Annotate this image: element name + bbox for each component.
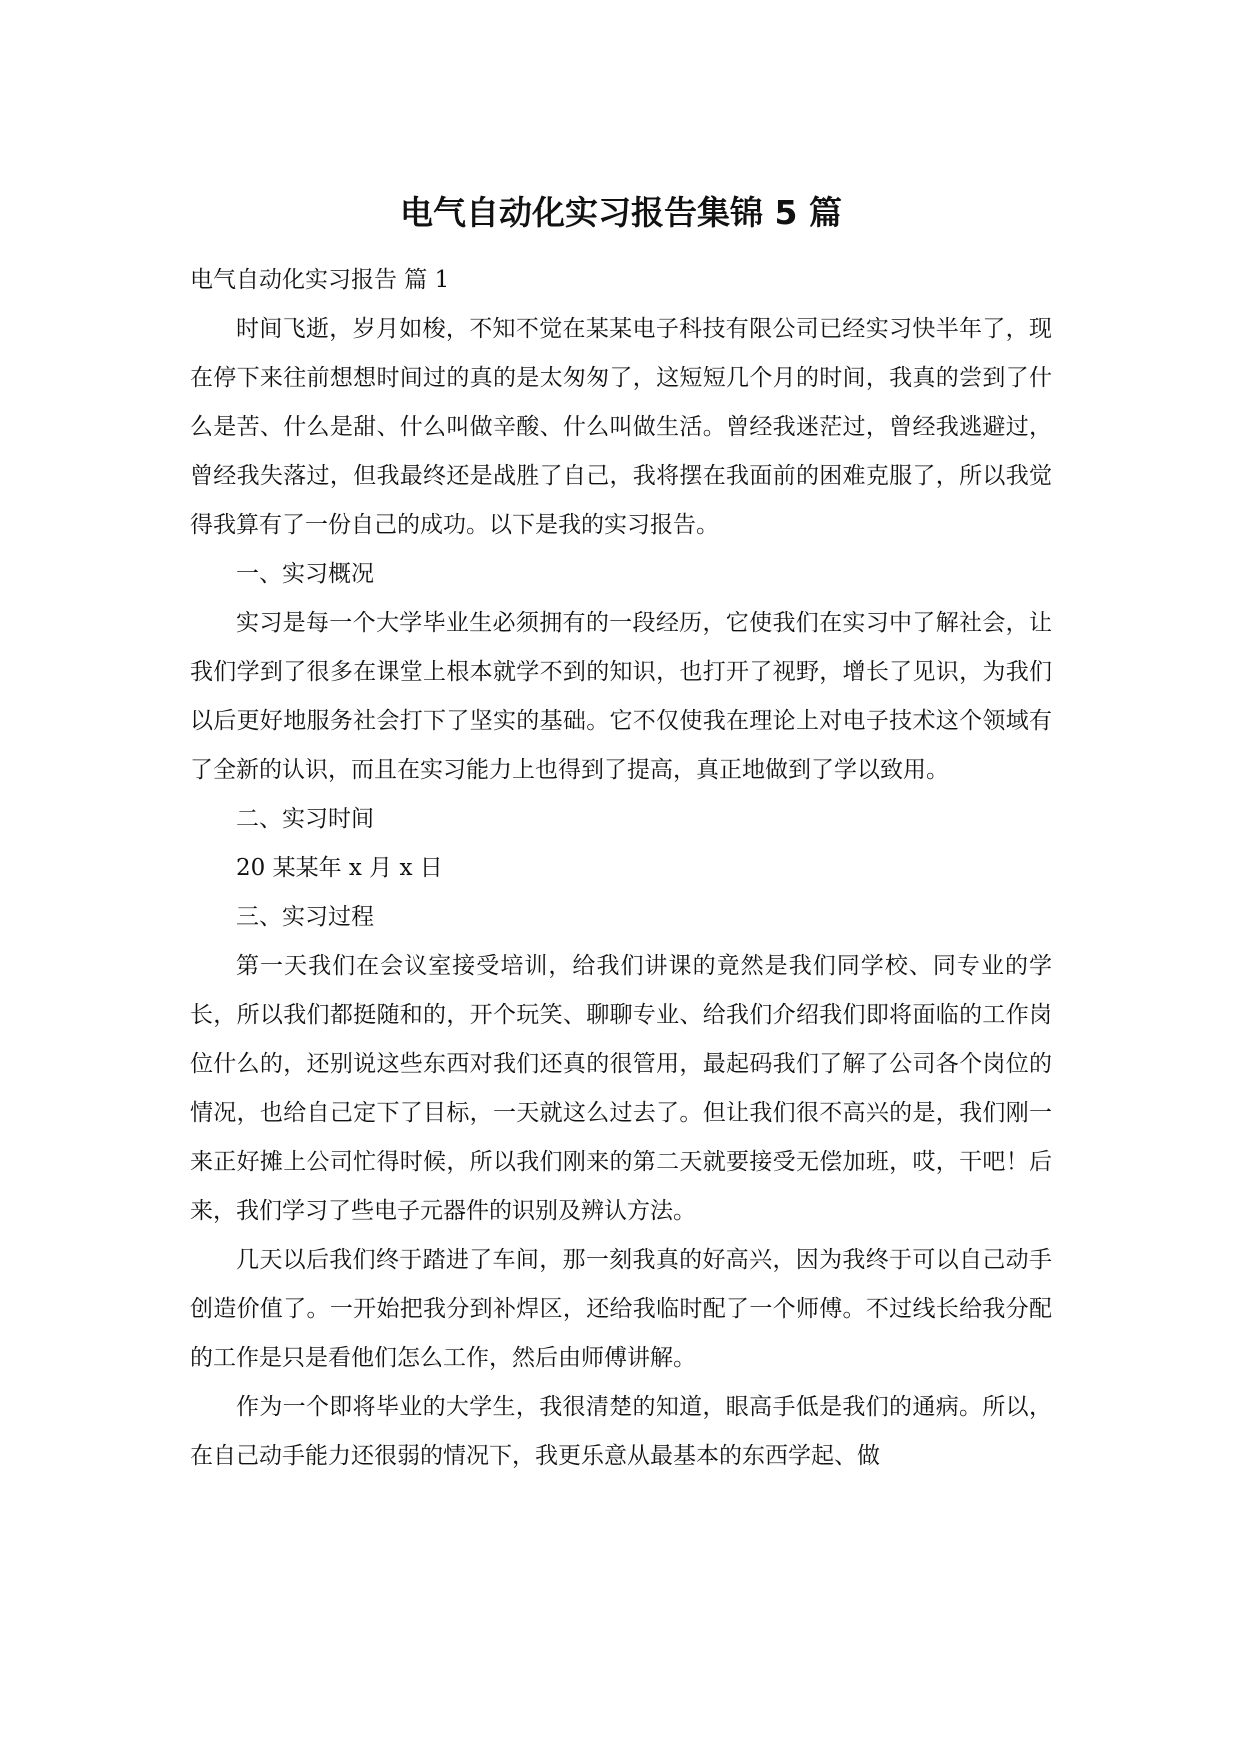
paragraph-first-day: 第一天我们在会议室接受培训，给我们讲课的竟然是我们同学校、同专业的学长，所以我们都挺随和的，开个玩笑、聊聊专业、给我们介绍我们即将面临的工作岗位什么的，还别说这些东西对我们还真的很管用，最起码我们了解了公司各个岗位的情况，也给自己定下了目标，一天就这么过去了。但让我们很不高兴的是，我们刚一来正好摊上公司忙得时候，所以我们刚来的第二天就要接受无偿加班，哎，干吧！后来，我们学习了些电子元器件的识别及辨认方法。 — [190, 953, 1052, 1224]
paragraph-intro: 时间飞逝，岁月如梭，不知不觉在某某电子科技有限公司已经实习快半年了，现在停下来往前想想时间过的真的是太匆匆了，这短短几个月的时间，我真的尝到了什么是苦、什么是甜、什么叫做辛酸、什么叫做生活。曾经我迷茫过，曾经我逃避过，曾经我失落过，但我最终还是战胜了自己，我将摆在我面前的困难克服了，所以我觉得我算有了一份自己的成功。以下是我的实习报告。 — [190, 316, 1052, 538]
document-body — [190, 188, 1052, 1481]
section-label: 电气自动化实习报告 篇 1 — [190, 267, 450, 293]
heading-process: 三、实习过程 — [236, 904, 374, 930]
internship-date: 20 某某年 x 月 x 日 — [236, 855, 443, 881]
paragraph-overview: 实习是每一个大学毕业生必须拥有的一段经历，它使我们在实习中了解社会，让我们学到了很多在课堂上根本就学不到的知识，也打开了视野，增长了见识，为我们以后更好地服务社会打下了坚实的基础。它不仅使我在理论上对电子技术这个领域有了全新的认识，而且在实习能力上也得到了提高，真正地做到了学以致用。 — [190, 610, 1052, 783]
document-title: 电气自动化实习报告集锦 5 篇 — [400, 193, 842, 232]
heading-overview: 一、实习概况 — [236, 561, 374, 587]
heading-time: 二、实习时间 — [236, 806, 374, 832]
paragraph-reflection: 作为一个即将毕业的大学生，我很清楚的知道，眼高手低是我们的通病。所以，在自己动手能力还很弱的情况下，我更乐意从最基本的东西学起、做 — [190, 1394, 1052, 1469]
paragraph-workshop: 几天以后我们终于踏进了车间，那一刻我真的好高兴，因为我终于可以自己动手创造价值了。一开始把我分到补焊区，还给我临时配了一个师傅。不过线长给我分配的工作是只是看他们怎么工作，然后由师傅讲解。 — [190, 1247, 1052, 1371]
